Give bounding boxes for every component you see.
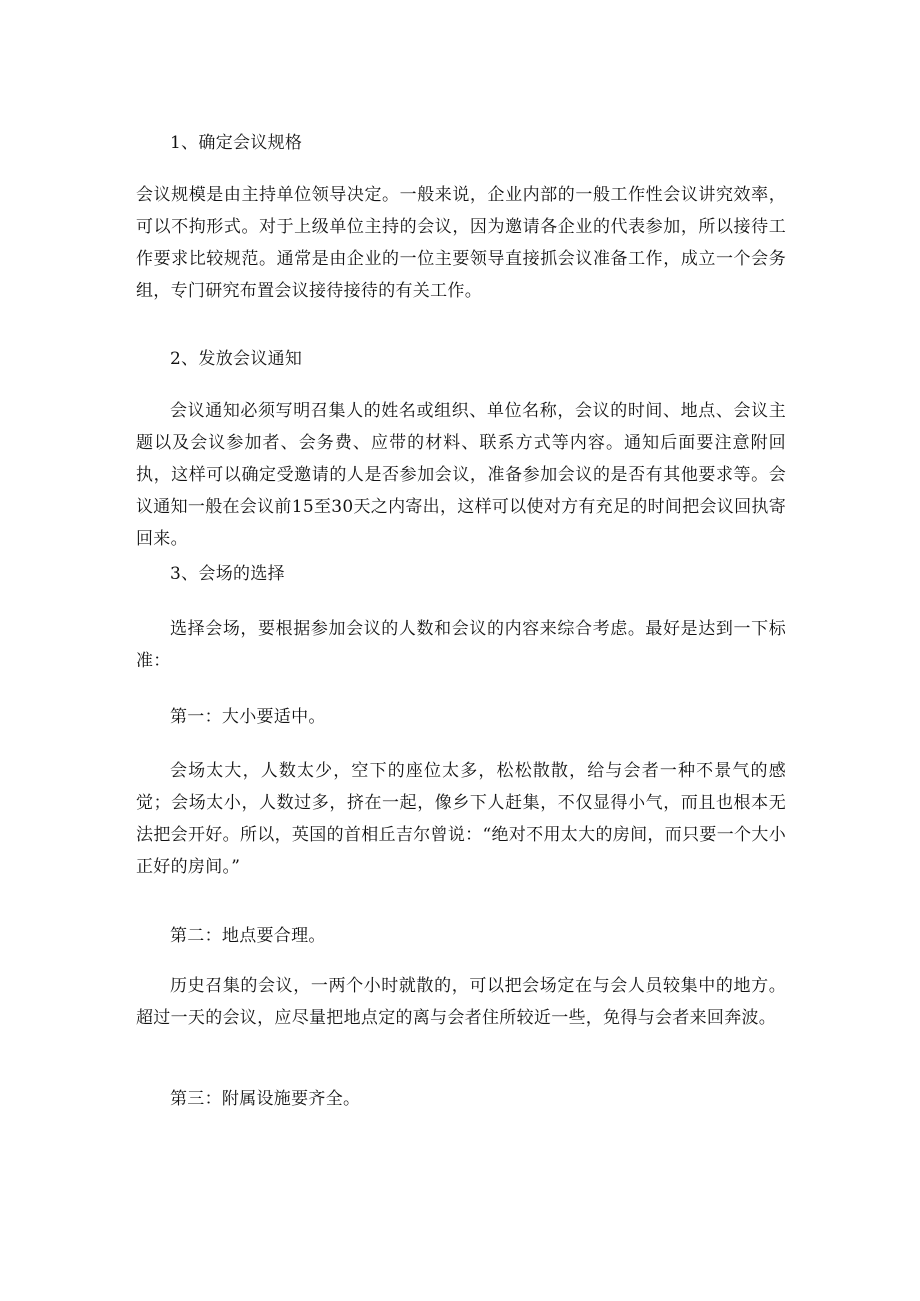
- criterion-heading-2: 第二：地点要合理。: [170, 926, 326, 946]
- criterion-heading-3: 第三：附属设施要齐全。: [170, 1089, 361, 1109]
- paragraph-venue-location: 历史召集的会议，一两个小时就散的，可以把会场定在与会人员较集中的地方。超过一天的会议，应尽量把地点定的离与会者住所较近一些，免得与会者来回奔波。: [136, 976, 786, 1028]
- paragraph-meeting-scale: 会议规模是由主持单位领导决定。一般来说，企业内部的一般工作性会议讲究效率，可以不拘形式。对于上级单位主持的会议，因为邀请各企业的代表参加，所以接待工作要求比较规范。通常是由企业的一位主要领导直接抓会议准备工作，成立一个会务组，专门研究布置会议接待接待的有关工作。: [136, 185, 786, 301]
- section-heading-1: 1、确定会议规格: [170, 133, 303, 153]
- criterion-heading-1: 第一：大小要适中。: [170, 707, 326, 727]
- paragraph-venue-size: 会场太大，人数太少，空下的座位太多，松松散散，给与会者一种不景气的感觉；会场太小，人数过多，挤在一起，像乡下人赶集，不仅显得小气，而且也根本无法把会开好。所以，英国的首相丘吉尔曾说：“绝对不用太大的房间，而只要一个大小正好的房间。”: [136, 761, 786, 877]
- paragraph-meeting-notice: 会议通知必须写明召集人的姓名或组织、单位名称，会议的时间、地点、会议主题以及会议参加者、会务费、应带的材料、联系方式等内容。通知后面要注意附回执，这样可以确定受邀请的人是否参加会议，准备参加会议的是否有其他要求等。会议通知一般在会议前15至30天之内寄出，这样可以使对方有充足的时间把会议回执寄回来。: [136, 401, 786, 549]
- paragraph-venue-selection: 选择会场，要根据参加会议的人数和会议的内容来综合考虑。最好是达到一下标准：: [136, 619, 786, 671]
- section-heading-3: 3、会场的选择: [170, 564, 285, 584]
- section-heading-2: 2、发放会议通知: [170, 349, 303, 369]
